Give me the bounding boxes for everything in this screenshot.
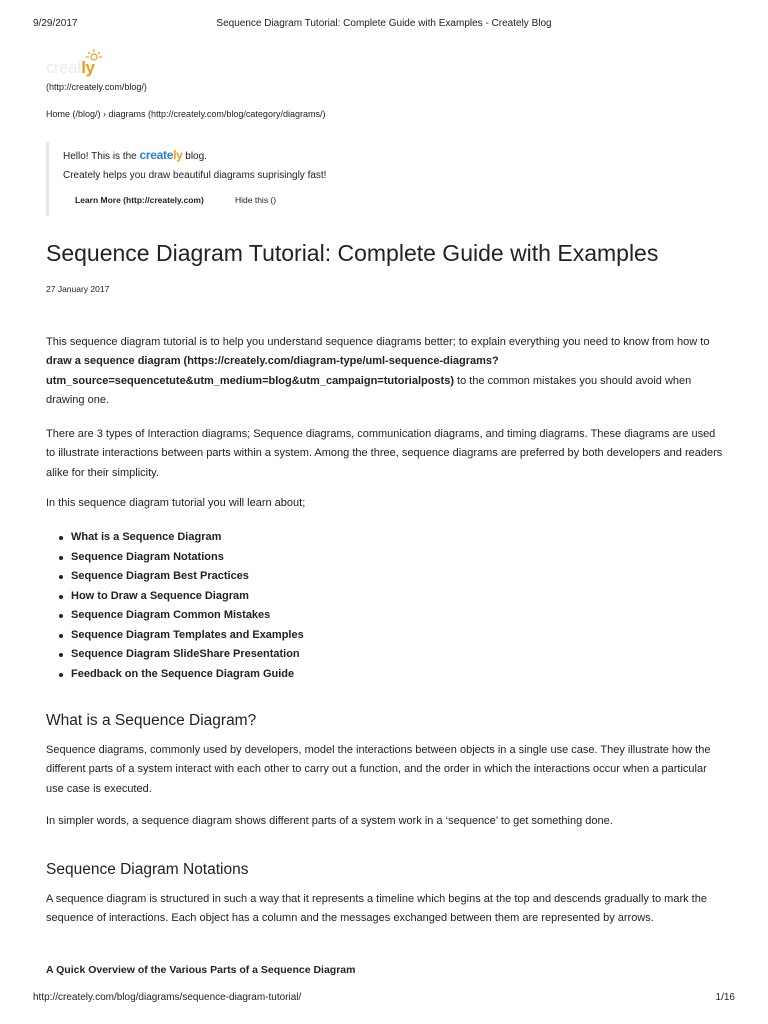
toc-item[interactable]: Sequence Diagram SlideShare Presentation [46,645,304,665]
intro-text-after: to the common mistakes you should avoid when drawing one. [46,374,692,406]
intro-paragraph [46,333,726,410]
welcome-banner [46,142,349,216]
banner-brand-accent: ly [173,148,183,162]
print-url: http://creately.com/blog/diagrams/sequence-diagram-tutorial/ [33,992,302,1003]
logo-word-accent: ly [81,58,95,77]
toc-item[interactable]: Feedback on the Sequence Diagram Guide [46,665,304,685]
banner-brand [140,148,183,162]
print-title: Sequence Diagram Tutorial: Complete Guide with Examples - Creately Blog [216,18,552,29]
toc-item[interactable]: Sequence Diagram Best Practices [46,567,304,587]
logo-link[interactable]: (http://creately.com/blog/) [46,82,147,92]
banner-hello-prefix: Hello! This is the [63,151,140,162]
what-is-paragraph-1: Sequence diagrams, commonly used by developers, model the interactions between objects in a single use case. They illustrate how the different parts of a system interact with each other to carry out a function, and the order in which the interactions occur when a particular use case is executed. [46,744,711,795]
banner-hello-suffix: blog. [182,151,207,162]
breadcrumb-category[interactable]: diagrams (http://creately.com/blog/category/diagrams/) [108,109,326,119]
intro-text-before: This sequence diagram tutorial is to help you understand sequence diagrams better; to explain everything you need to know from how to [46,336,710,348]
table-of-contents [46,528,304,684]
creately-logo[interactable] [46,48,166,82]
breadcrumb-separator: › [100,109,109,119]
interaction-types-paragraph: There are 3 types of Interaction diagrams; Sequence diagrams, communication diagrams, and timing diagrams. These diagrams are used to illustrate interactions between parts within a system. Among the three, sequence diagrams are preferred by both developers and readers alike for their simplicity. [46,428,723,479]
article-date: 27 January 2017 [46,284,110,294]
what-is-paragraph-2: In simpler words, a sequence diagram shows different parts of a system work in a ‘sequence’ to get something done. [46,815,613,827]
toc-item[interactable]: How to Draw a Sequence Diagram [46,587,304,607]
logo-wordmark [46,58,94,78]
page-number: 1/16 [715,992,735,1003]
learn-about-paragraph: In this sequence diagram tutorial you will learn about; [46,497,306,509]
toc-item[interactable]: Sequence Diagram Notations [46,548,304,568]
article-title: Sequence Diagram Tutorial: Complete Guide with Examples [46,240,659,266]
heading-quick-overview: A Quick Overview of the Various Parts of a Sequence Diagram [46,964,356,976]
breadcrumb [46,109,325,119]
banner-hello [63,148,207,162]
heading-notations: Sequence Diagram Notations [46,861,249,878]
toc-item[interactable]: What is a Sequence Diagram [46,528,304,548]
print-header [33,18,735,32]
banner-tagline: Creately helps you draw beautiful diagrams suprisingly fast! [63,170,327,181]
notations-paragraph: A sequence diagram is structured in such a way that it represents a timeline which begins at the top and descends gradually to mark the sequence of interactions. Each object has a column and the messages exchanged between them are represented by arrows. [46,893,707,925]
heading-what-is: What is a Sequence Diagram? [46,712,257,729]
draw-sequence-diagram-link[interactable]: draw a sequence diagram (https://creately.com/diagram-type/uml-sequence-diagrams?utm_source=sequencetute&utm_medium=blog&utm_campaign=tutorialposts) [46,355,499,387]
learn-more-link[interactable]: Learn More (http://creately.com) [75,195,204,205]
toc-item[interactable]: Sequence Diagram Templates and Examples [46,626,304,646]
banner-brand-main: create [139,148,174,162]
hide-banner-link[interactable]: Hide this () [235,195,277,205]
breadcrumb-home[interactable]: Home (/blog/) [46,109,101,119]
print-footer [33,992,735,1006]
print-date: 9/29/2017 [33,18,78,29]
logo-word-light: creat [46,58,82,77]
toc-item[interactable]: Sequence Diagram Common Mistakes [46,606,304,626]
